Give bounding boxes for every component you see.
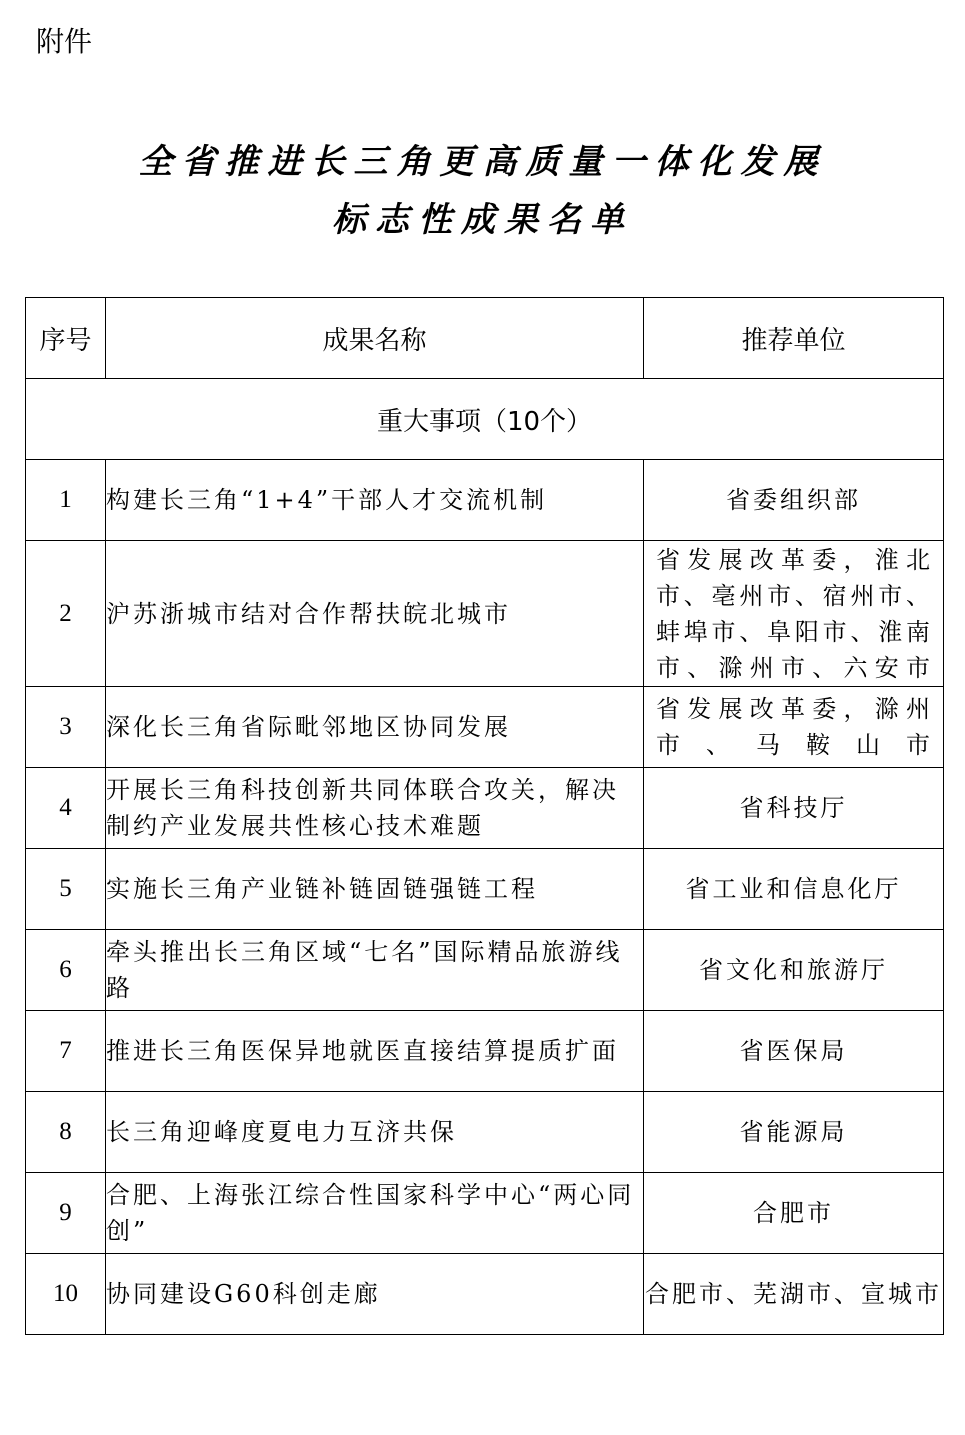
row-seq: 9 (26, 1173, 106, 1254)
row-name: 构建长三角“1+4”干部人才交流机制 (106, 460, 644, 541)
table-row (26, 687, 944, 768)
section-title: 重大事项（10个） (26, 379, 944, 460)
row-unit: 省委组织部 (644, 460, 944, 541)
attachment-label: 附件 (36, 25, 93, 58)
title-line-1: 全省推进长三角更高质量一体化发展 (138, 142, 827, 182)
row-unit: 省文化和旅游厅 (644, 930, 944, 1011)
row-unit: 省能源局 (644, 1092, 944, 1173)
table-row (26, 1011, 944, 1092)
row-seq: 7 (26, 1011, 106, 1092)
table-row (26, 768, 944, 849)
row-name: 协同建设G60科创走廊 (106, 1254, 644, 1335)
row-seq: 2 (26, 541, 106, 687)
table-row (26, 1173, 944, 1254)
row-seq: 6 (26, 930, 106, 1011)
table-header-row (26, 298, 944, 379)
section-row (26, 379, 944, 460)
row-seq: 1 (26, 460, 106, 541)
row-name: 推进长三角医保异地就医直接结算提质扩面 (106, 1011, 644, 1092)
table-row (26, 541, 944, 687)
header-seq: 序号 (26, 298, 106, 379)
row-unit: 省发展改革委，滁州市、马鞍山市 (644, 687, 944, 768)
row-unit: 合肥市 (644, 1173, 944, 1254)
row-unit: 省科技厅 (644, 768, 944, 849)
table-row (26, 930, 944, 1011)
table-row (26, 460, 944, 541)
row-name: 开展长三角科技创新共同体联合攻关，解决制约产业发展共性核心技术难题 (106, 768, 644, 849)
row-name: 长三角迎峰度夏电力互济共保 (106, 1092, 644, 1173)
row-seq: 8 (26, 1092, 106, 1173)
header-name: 成果名称 (106, 298, 644, 379)
table-row (26, 1254, 944, 1335)
row-seq: 5 (26, 849, 106, 930)
document-title (0, 133, 965, 249)
row-name: 实施长三角产业链补链固链强链工程 (106, 849, 644, 930)
header-unit: 推荐单位 (644, 298, 944, 379)
row-seq: 4 (26, 768, 106, 849)
row-unit: 省医保局 (644, 1011, 944, 1092)
row-unit: 省工业和信息化厅 (644, 849, 944, 930)
row-name: 沪苏浙城市结对合作帮扶皖北城市 (106, 541, 644, 687)
row-name: 合肥、上海张江综合性国家科学中心“两心同创” (106, 1173, 644, 1254)
row-unit: 合肥市、芜湖市、宣城市 (644, 1254, 944, 1335)
row-name: 牵头推出长三角区域“七名”国际精品旅游线路 (106, 930, 644, 1011)
title-line-2: 标志性成果名单 (332, 200, 633, 240)
table-row (26, 1092, 944, 1173)
row-seq: 3 (26, 687, 106, 768)
table-row (26, 849, 944, 930)
row-unit: 省发展改革委，淮北市、亳州市、宿州市、蚌埠市、阜阳市、淮南市、滁州市、六安市 (644, 541, 944, 687)
results-table (25, 297, 944, 1335)
row-seq: 10 (26, 1254, 106, 1335)
row-name: 深化长三角省际毗邻地区协同发展 (106, 687, 644, 768)
